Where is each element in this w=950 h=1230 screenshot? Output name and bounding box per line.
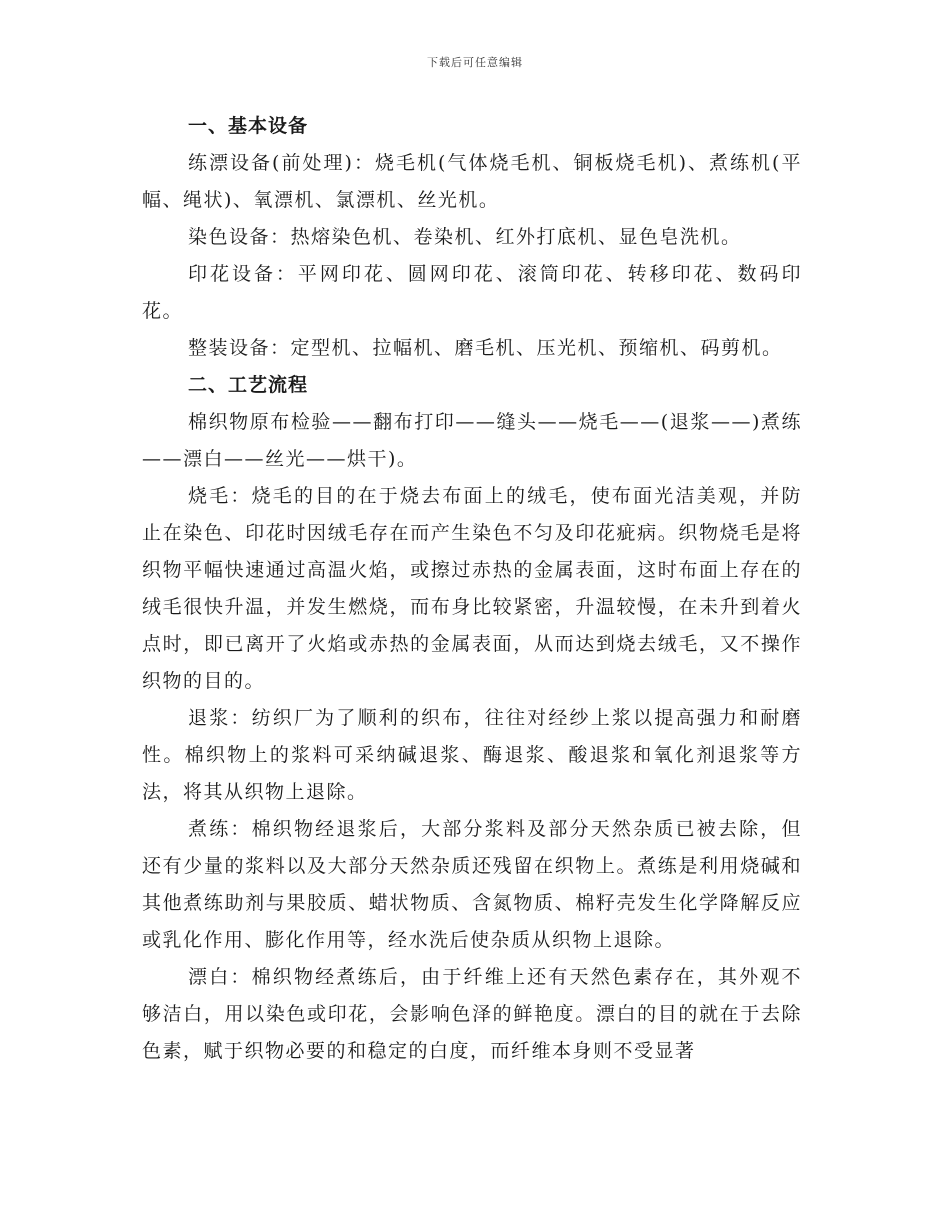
paragraph-pretreatment-equipment: 练漂设备(前处理)：烧毛机(气体烧毛机、铜板烧毛机)、煮练机(平幅、绳状)、氧漂机、氯漂机、丝光机。 <box>142 152 802 211</box>
paragraph-bleaching: 漂白：棉织物经煮练后，由于纤维上还有天然色素存在，其外观不够洁白，用以染色或印花，会影响色泽的鲜艳度。漂白的目的就在于去除色素，赋于织物必要的和稳定的白度，而纤维本身则不受显著 <box>142 966 802 1062</box>
paragraph-printing-equipment: 印花设备：平网印花、圆网印花、滚筒印花、转移印花、数码印花。 <box>142 263 802 322</box>
paragraph-singeing: 烧毛：烧毛的目的在于烧去布面上的绒毛，使布面光洁美观，并防止在染色、印花时因绒毛存在而产生染色不匀及印花疵病。织物烧毛是将织物平幅快速通过高温火焰，或擦过赤热的金属表面，这时布面上存在的绒毛很快升温，并发生燃烧，而布身比较紧密，升温较慢，在未升到着火点时，即已离开了火焰或赤热的金属表面，从而达到烧去绒毛，又不操作织物的目的。 <box>142 485 802 692</box>
paragraph-dyeing-equipment: 染色设备：热熔染色机、卷染机、红外打底机、显色皂洗机。 <box>188 226 742 248</box>
page-header: 下载后可任意编辑 <box>427 56 523 69</box>
paragraph-scouring: 煮练：棉织物经退浆后，大部分浆料及部分天然杂质已被去除，但还有少量的浆料以及大部分天然杂质还残留在织物上。煮练是利用烧碱和其他煮练助剂与果胶质、蜡状物质、含氮物质、棉籽壳发生化学降解反应或乳化作用、膨化作用等，经水洗后使杂质从织物上退除。 <box>142 818 802 951</box>
document-body <box>142 108 802 1070</box>
paragraph-process-flow: 棉织物原布检验——翻布打印——缝头——烧毛——(退浆——)煮练——漂白——丝光——烘干)。 <box>142 411 802 470</box>
section-heading-basic-equipment: 一、基本设备 <box>188 115 309 137</box>
paragraph-desizing: 退浆：纺织厂为了顺利的织布，往往对经纱上浆以提高强力和耐磨性。棉织物上的浆料可采纳碱退浆、酶退浆、酸退浆和氧化剂退浆等方法，将其从织物上退除。 <box>142 707 802 803</box>
paragraph-finishing-equipment: 整装设备：定型机、拉幅机、磨毛机、压光机、预缩机、码剪机。 <box>188 337 783 359</box>
section-heading-process-flow: 二、工艺流程 <box>188 374 309 396</box>
